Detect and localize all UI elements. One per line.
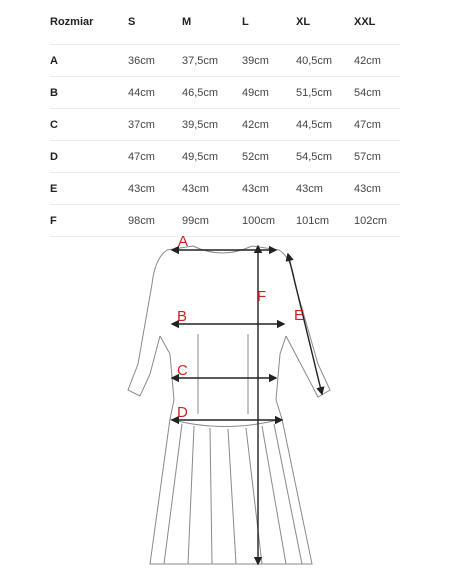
table-cell: 57cm bbox=[354, 141, 400, 173]
table-row bbox=[50, 45, 400, 77]
table-cell: 42cm bbox=[354, 45, 400, 77]
table-cell: 37,5cm bbox=[182, 45, 242, 77]
label-d: D bbox=[177, 404, 188, 421]
table-row bbox=[50, 141, 400, 173]
table-cell: 49,5cm bbox=[182, 141, 242, 173]
skirt-pleat bbox=[188, 426, 194, 564]
table-cell: 46,5cm bbox=[182, 77, 242, 109]
table-cell: 98cm bbox=[128, 205, 182, 237]
header-m: M bbox=[182, 0, 242, 45]
row-label: D bbox=[50, 141, 128, 173]
label-b: B bbox=[177, 308, 188, 325]
table-cell: 54cm bbox=[354, 77, 400, 109]
row-label: C bbox=[50, 109, 128, 141]
row-label: B bbox=[50, 77, 128, 109]
skirt-pleat bbox=[262, 426, 286, 564]
skirt-pleat bbox=[210, 428, 212, 564]
table-cell: 47cm bbox=[354, 109, 400, 141]
table-cell: 40,5cm bbox=[296, 45, 354, 77]
table-cell: 101cm bbox=[296, 205, 354, 237]
size-table bbox=[50, 0, 400, 237]
table-cell: 47cm bbox=[128, 141, 182, 173]
measurement-arrows bbox=[172, 246, 322, 564]
label-f: F bbox=[257, 288, 267, 305]
table-cell: 43cm bbox=[242, 173, 296, 205]
header-xxl: XXL bbox=[354, 0, 400, 45]
dress-measurement-diagram bbox=[0, 224, 452, 584]
table-cell: 44,5cm bbox=[296, 109, 354, 141]
table-cell: 52cm bbox=[242, 141, 296, 173]
table-row bbox=[50, 173, 400, 205]
table-row bbox=[50, 109, 400, 141]
table-cell: 44cm bbox=[128, 77, 182, 109]
label-c: C bbox=[177, 362, 188, 379]
table-cell: 54,5cm bbox=[296, 141, 354, 173]
right-bodice-side bbox=[276, 336, 286, 419]
table-cell: 39,5cm bbox=[182, 109, 242, 141]
skirt-pleat bbox=[246, 428, 262, 564]
table-cell: 102cm bbox=[354, 205, 400, 237]
header-l: L bbox=[242, 0, 296, 45]
row-label: E bbox=[50, 173, 128, 205]
header-xl: XL bbox=[296, 0, 354, 45]
table-cell: 43cm bbox=[128, 173, 182, 205]
table-cell: 100cm bbox=[242, 205, 296, 237]
table-cell: 43cm bbox=[354, 173, 400, 205]
table-cell: 36cm bbox=[128, 45, 182, 77]
table-cell: 43cm bbox=[182, 173, 242, 205]
left-bodice-side bbox=[160, 336, 174, 419]
table-header-row bbox=[50, 0, 400, 45]
header-s: S bbox=[128, 0, 182, 45]
table-cell: 43cm bbox=[296, 173, 354, 205]
skirt-pleat bbox=[228, 429, 236, 564]
label-e: E bbox=[294, 307, 305, 324]
table-cell: 49cm bbox=[242, 77, 296, 109]
row-label: A bbox=[50, 45, 128, 77]
table-cell: 37cm bbox=[128, 109, 182, 141]
table-cell: 42cm bbox=[242, 109, 296, 141]
table-row bbox=[50, 77, 400, 109]
table-cell: 51,5cm bbox=[296, 77, 354, 109]
table-cell: 39cm bbox=[242, 45, 296, 77]
dress-outline bbox=[128, 246, 330, 564]
table-cell: 99cm bbox=[182, 205, 242, 237]
header-rozmiar: Rozmiar bbox=[50, 0, 128, 45]
row-label: F bbox=[50, 205, 128, 237]
label-a: A bbox=[178, 233, 189, 250]
